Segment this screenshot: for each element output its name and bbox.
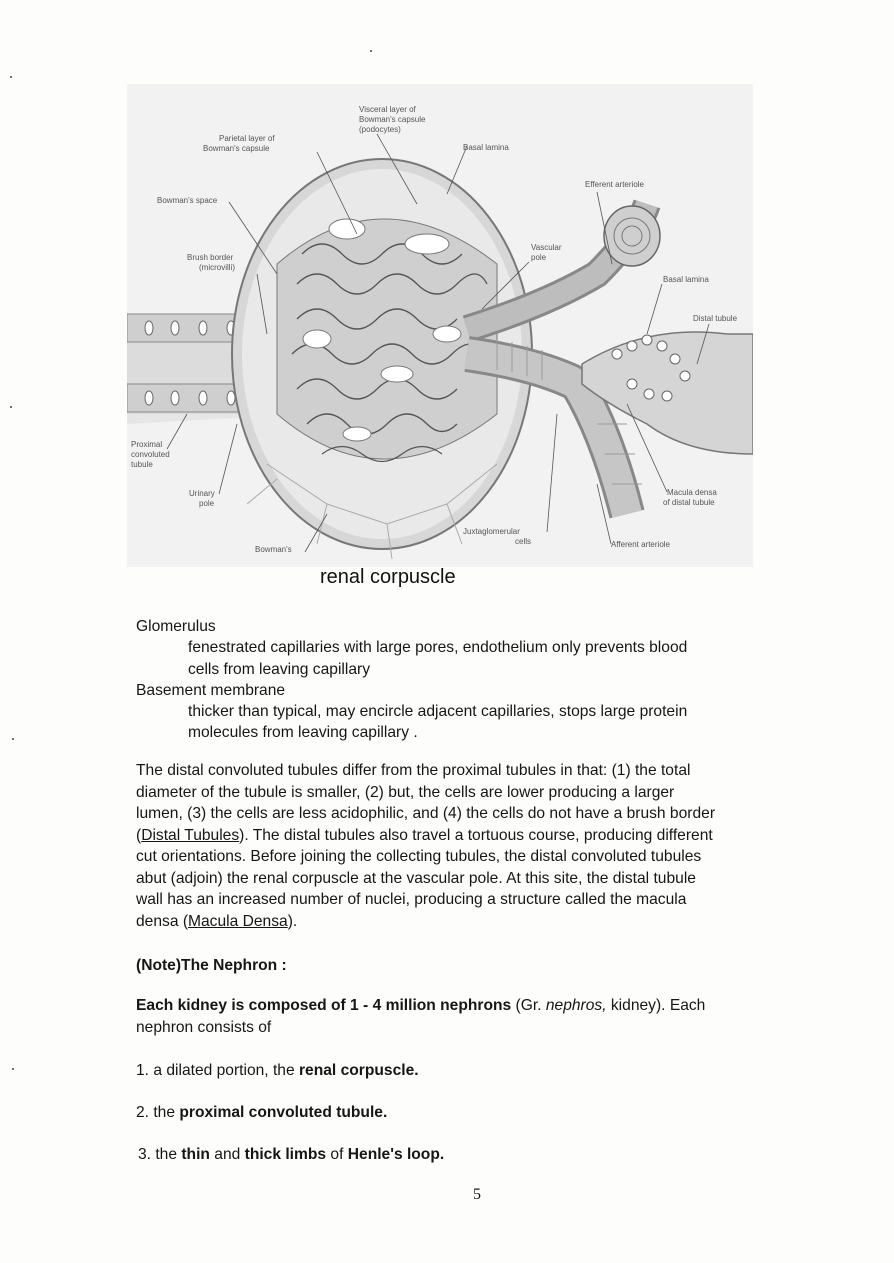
distal-tubule-paragraph [136, 760, 816, 932]
label-basal-lamina-top: Basal lamina [463, 143, 509, 152]
scan-speck [370, 50, 372, 52]
distal-line-2: diameter of the tubule is smaller, (2) but, the cells are lower producing a larger [136, 783, 675, 801]
label-vascular-pole-1: Vascular [531, 243, 562, 252]
glomerulus-line-2: cells from leaving capillary [188, 661, 370, 678]
label-proximal-tubule-1: Proximal [131, 440, 163, 449]
scan-speck [12, 738, 14, 740]
label-parietal-layer-2: Bowman's capsule [203, 144, 270, 153]
label-bowmans-capsule: Bowman's [255, 545, 292, 554]
scan-speck [10, 406, 12, 408]
label-macula-densa-1: Macula densa [667, 488, 717, 497]
label-proximal-tubule-2: convoluted [131, 450, 170, 459]
label-urinary-pole-2: pole [199, 499, 215, 508]
label-juxtaglomerular-1: Juxtaglomerular [463, 527, 520, 536]
basement-line-1: thicker than typical, may encircle adjacent capillaries, stops large protein [188, 703, 688, 720]
label-visceral-layer-2: Bowman's capsule [359, 115, 426, 124]
basement-heading: Basement membrane [136, 682, 286, 699]
label-brush-border-1: Brush border [187, 253, 234, 262]
label-urinary-pole-1: Urinary [189, 489, 215, 498]
label-proximal-tubule-3: tubule [131, 460, 153, 469]
distal-line-7: wall has an increased number of nuclei, producing a structure called the macula [136, 891, 687, 908]
list-item: 2. the proximal convoluted tubule. [136, 1104, 388, 1121]
nephron-intro-line-1: Each kidney is composed of 1 - 4 million nephrons (Gr. nephros, kidney). Each [136, 997, 706, 1014]
label-parietal-layer-1: Parietal layer of [219, 134, 275, 143]
renal-corpuscle-figure [127, 84, 753, 567]
label-bowmans-space: Bowman's space [157, 196, 218, 205]
scan-speck [12, 1068, 14, 1070]
list-item: 1. a dilated portion, the renal corpuscle. [136, 1062, 419, 1079]
macula-densa-link[interactable]: Macula Densa [188, 912, 288, 930]
distal-line-6: abut (adjoin) the renal corpuscle at the vascular pole. At this site, the distal tubule [136, 869, 696, 887]
list-item: 3. the thin and thick limbs of Henle's loop. [138, 1146, 445, 1163]
label-vascular-pole-2: pole [531, 253, 547, 262]
label-visceral-layer-1: Visceral layer of [359, 105, 416, 114]
distal-tubules-link[interactable]: Distal Tubules [141, 826, 240, 844]
glomerulus-heading: Glomerulus [136, 618, 216, 635]
glomerulus-line-1: fenestrated capillaries with large pores, endothelium only prevents blood [188, 639, 688, 656]
distal-line-4: (Distal Tubules). The distal tubules also travel a tortuous course, producing different [136, 826, 713, 844]
page-number: 5 [473, 1186, 481, 1203]
distal-line-3: lumen, (3) the cells are less acidophilic, and (4) the cells do not have a brush border [136, 805, 716, 822]
label-efferent-arteriole: Efferent arteriole [585, 180, 644, 189]
label-macula-densa-2: of distal tubule [663, 498, 715, 507]
label-visceral-layer-3: (podocytes) [359, 125, 401, 134]
label-basal-lamina-right: Basal lamina [663, 275, 709, 284]
nephron-intro-line-2: nephron consists of [136, 1019, 272, 1036]
label-brush-border-2: (microvilli) [199, 263, 235, 272]
distal-line-5: cut orientations. Before joining the collecting tubules, the distal convoluted tubules [136, 848, 702, 865]
renal-corpuscle-illustration [127, 84, 753, 567]
figure-caption: renal corpuscle [320, 566, 456, 588]
label-juxtaglomerular-2: cells [515, 537, 532, 546]
distal-line-1: The distal convoluted tubules differ from the proximal tubules in that: (1) the total [136, 762, 691, 779]
basement-line-2: molecules from leaving capillary . [188, 724, 418, 741]
distal-line-8: densa (Macula Densa). [136, 912, 298, 930]
nephron-note-heading: (Note)The Nephron : [136, 957, 287, 974]
label-afferent-arteriole: Afferent arteriole [611, 540, 670, 549]
label-distal-tubule: Distal tubule [693, 314, 738, 323]
scan-speck [10, 76, 12, 78]
